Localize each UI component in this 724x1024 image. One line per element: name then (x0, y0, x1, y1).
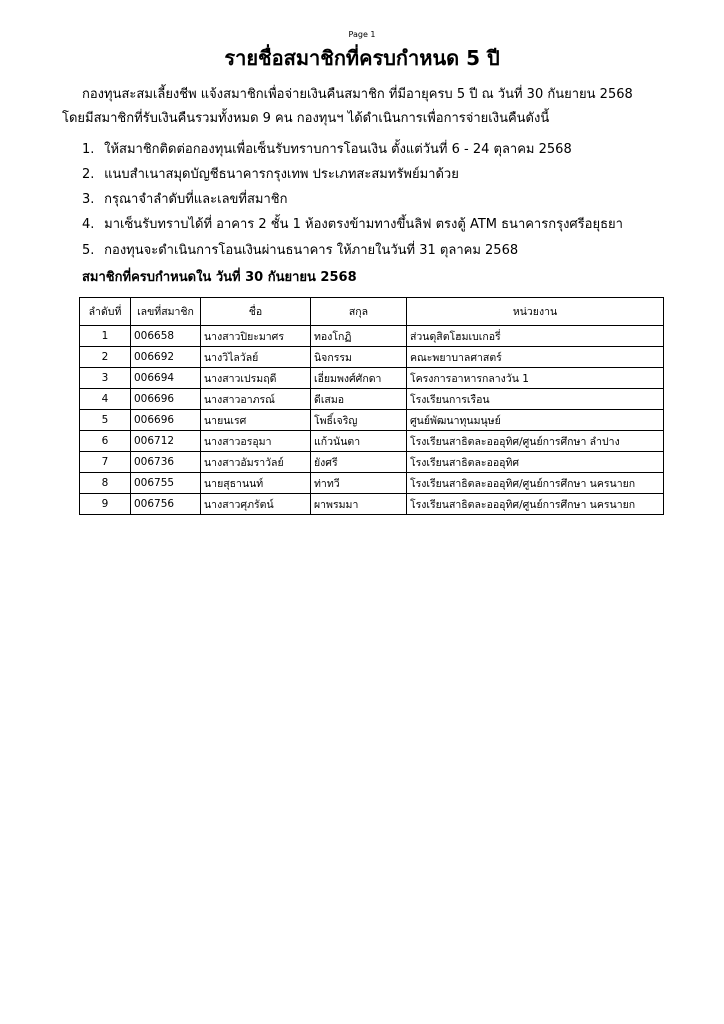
cell-department: โครงการอาหารกลางวัน 1 (407, 368, 664, 389)
cell-seq: 3 (80, 368, 131, 389)
cell-last-name: ยังศรี (311, 452, 407, 473)
cell-member-id: 006658 (131, 326, 201, 347)
cell-first-name: นางสาวศุภรัตน์ (201, 494, 311, 515)
list-item (82, 188, 288, 209)
cell-last-name: โพธิ์เจริญ (311, 410, 407, 431)
intro-line-1: กองทุนสะสมเลี้ยงชีพ แจ้งสมาชิกเพื่อจ่ายเงินคืนสมาชิก ที่มีอายุครบ 5 ปี ณ วันที่ 30 กันยายน 2568 (82, 87, 633, 102)
cell-last-name: นิจกรรม (311, 347, 407, 368)
cell-seq: 7 (80, 452, 131, 473)
members-table (79, 297, 664, 515)
cell-seq: 9 (80, 494, 131, 515)
cell-seq: 6 (80, 431, 131, 452)
list-item-number: 5. (82, 243, 95, 258)
list-item-number: 4. (82, 217, 95, 232)
table-row (80, 326, 664, 347)
table-row (80, 389, 664, 410)
cell-last-name: ท่าทวี (311, 473, 407, 494)
cell-first-name: นายสุธานนท์ (201, 473, 311, 494)
list-item (82, 213, 623, 234)
cell-member-id: 006692 (131, 347, 201, 368)
header-department: หน่วยงาน (407, 298, 664, 326)
cell-first-name: นางวิไลวัลย์ (201, 347, 311, 368)
cell-first-name: นางสาวอาภรณ์ (201, 389, 311, 410)
cell-member-id: 006696 (131, 410, 201, 431)
cell-seq: 1 (80, 326, 131, 347)
cell-last-name: ทองโกฏิ (311, 326, 407, 347)
cell-first-name: นางสาวอรอุมา (201, 431, 311, 452)
list-item-text: ให้สมาชิกติดต่อกองทุนเพื่อเซ็นรับทราบการโอนเงิน ตั้งแต่วันที่ 6 - 24 ตุลาคม 2568 (104, 142, 572, 157)
table-row (80, 347, 664, 368)
list-item-number: 2. (82, 167, 95, 182)
table-row (80, 410, 664, 431)
cell-last-name: แก้วนันตา (311, 431, 407, 452)
cell-department: โรงเรียนสาธิตละอออุทิศ/ศูนย์การศึกษา นครนายก (407, 494, 664, 515)
table-row (80, 494, 664, 515)
cell-first-name: นายนเรศ (201, 410, 311, 431)
cell-last-name: เอี่ยมพงศ์ศักดา (311, 368, 407, 389)
list-item-number: 3. (82, 192, 95, 207)
document-title: รายชื่อสมาชิกที่ครบกำหนด 5 ปี (224, 46, 500, 70)
cell-seq: 2 (80, 347, 131, 368)
cell-department: คณะพยาบาลศาสตร์ (407, 347, 664, 368)
list-item (82, 163, 459, 184)
cell-department: ส่วนดุสิตโฮมเบเกอรี่ (407, 326, 664, 347)
cell-department: โรงเรียนสาธิตละอออุทิศ (407, 452, 664, 473)
list-item-text: แนบสำเนาสมุดบัญชีธนาคารกรุงเทพ ประเภทสะสมทรัพย์มาด้วย (104, 167, 459, 182)
cell-member-id: 006712 (131, 431, 201, 452)
list-item-text: กรุณาจำลำดับที่และเลขที่สมาชิก (104, 192, 288, 207)
cell-seq: 4 (80, 389, 131, 410)
table-row (80, 452, 664, 473)
cell-member-id: 006736 (131, 452, 201, 473)
header-seq: ลำดับที่ (80, 298, 131, 326)
cell-department: โรงเรียนสาธิตละอออุทิศ/ศูนย์การศึกษา นครนายก (407, 473, 664, 494)
cell-member-id: 006755 (131, 473, 201, 494)
cell-first-name: นางสาวเปรมฤดี (201, 368, 311, 389)
intro-line-2: โดยมีสมาชิกที่รับเงินคืนรวมทั้งหมด 9 คน กองทุนฯ ได้ดำเนินการเพื่อการจ่ายเงินคืนดังนี้ (62, 111, 550, 126)
list-item (82, 138, 572, 159)
table-row (80, 368, 664, 389)
cell-member-id: 006756 (131, 494, 201, 515)
members-subheading: สมาชิกที่ครบกำหนดใน วันที่ 30 กันยายน 2568 (82, 270, 357, 285)
table-row (80, 431, 664, 452)
header-first-name: ชื่อ (201, 298, 311, 326)
cell-last-name: ผาพรมมา (311, 494, 407, 515)
page-number: Page 1 (348, 30, 376, 39)
cell-first-name: นางสาวอัมราวัลย์ (201, 452, 311, 473)
cell-department: โรงเรียนสาธิตละอออุทิศ/ศูนย์การศึกษา ลำปาง (407, 431, 664, 452)
list-item-number: 1. (82, 142, 95, 157)
table-row (80, 473, 664, 494)
cell-member-id: 006696 (131, 389, 201, 410)
cell-last-name: ดีเสมอ (311, 389, 407, 410)
list-item-text: กองทุนจะดำเนินการโอนเงินผ่านธนาคาร ให้ภายในวันที่ 31 ตุลาคม 2568 (104, 243, 519, 258)
cell-first-name: นางสาวปิยะมาศร (201, 326, 311, 347)
header-last-name: สกุล (311, 298, 407, 326)
cell-member-id: 006694 (131, 368, 201, 389)
header-member-id: เลขที่สมาชิก (131, 298, 201, 326)
list-item (82, 239, 518, 260)
cell-department: ศูนย์พัฒนาทุนมนุษย์ (407, 410, 664, 431)
list-item-text: มาเซ็นรับทราบได้ที่ อาคาร 2 ชั้น 1 ห้องตรงข้ามทางขึ้นลิฟ ตรงตู้ ATM ธนาคารกรุงศรีอยุธยา (104, 217, 623, 232)
table-header-row (80, 298, 664, 326)
cell-seq: 8 (80, 473, 131, 494)
cell-department: โรงเรียนการเรือน (407, 389, 664, 410)
cell-seq: 5 (80, 410, 131, 431)
